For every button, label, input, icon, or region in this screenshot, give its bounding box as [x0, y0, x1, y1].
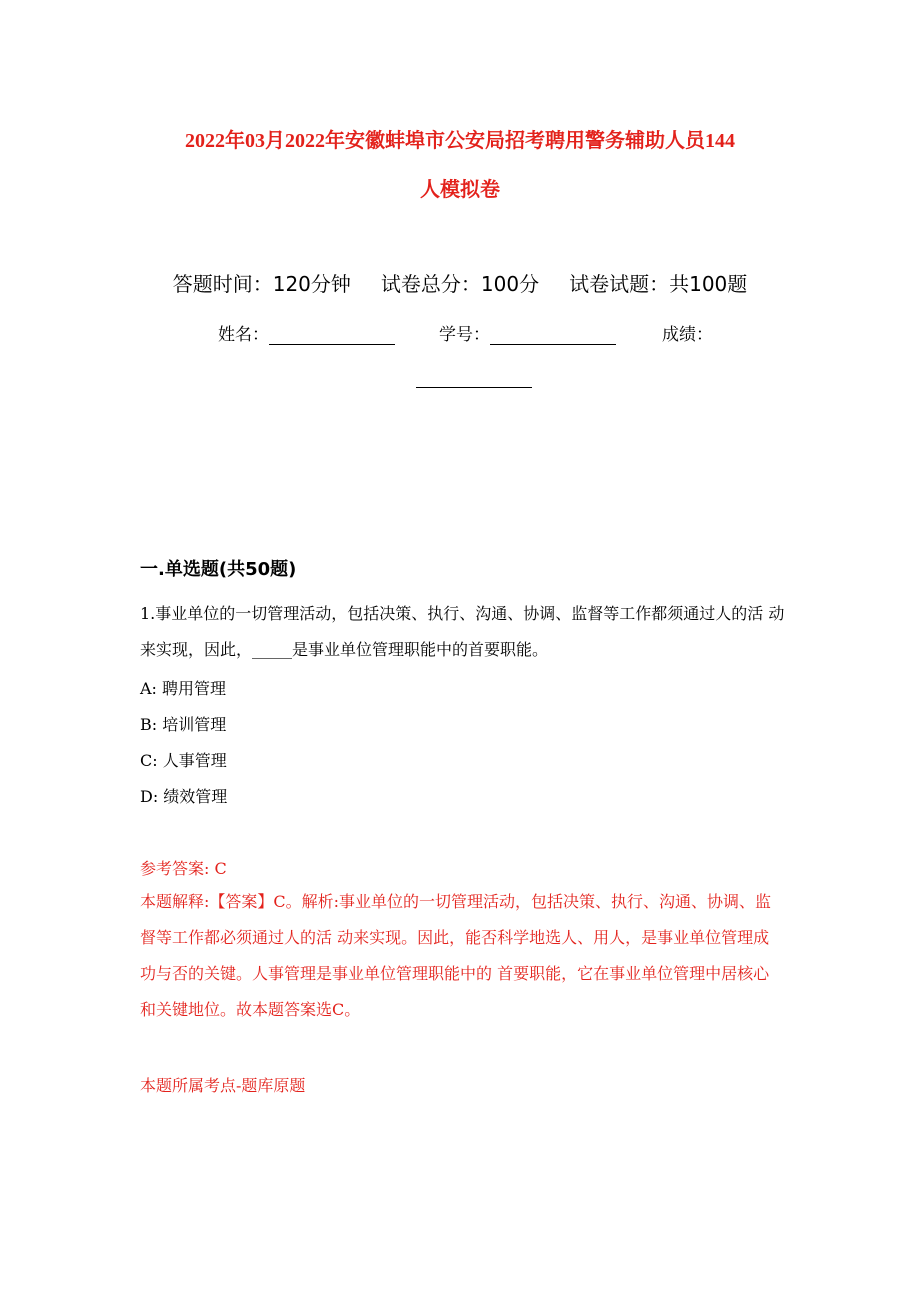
question-stem: 1.事业单位的一切管理活动，包括决策、执行、沟通、协调、监督等工作都须通过人的活 动来实现，因此，_____是事业单位管理职能中的首要职能。	[140, 604, 785, 659]
exam-meta	[0, 268, 920, 297]
exam-title-line-2: 人模拟卷	[420, 179, 500, 201]
option-a: A: 聘用管理	[140, 679, 227, 698]
option-d: D: 绩效管理	[140, 787, 228, 806]
student-id-label: 学号：	[439, 325, 490, 345]
name-label: 姓名：	[218, 325, 269, 345]
knowledge-point: 本题所属考点-题库原题	[140, 1076, 306, 1095]
exam-question-count: 试卷试题：共100题	[569, 272, 748, 296]
student-id-blank	[490, 324, 616, 345]
exam-time: 答题时间：120分钟	[172, 272, 351, 296]
student-info-fields	[218, 320, 713, 345]
exam-title-line-1: 2022年03月2022年安徽蚌埠市公安局招考聘用警务辅助人员144	[185, 130, 735, 152]
score-blank	[416, 367, 532, 388]
option-b: B: 培训管理	[140, 715, 227, 734]
exam-total-score: 试卷总分：100分	[380, 272, 540, 296]
name-blank	[269, 324, 395, 345]
score-label: 成绩：	[662, 325, 713, 345]
reference-answer: 参考答案: C	[140, 859, 227, 878]
answer-explanation: 本题解释:【答案】C。解析:事业单位的一切管理活动，包括决策、执行、沟通、协调、监督等工作都必须通过人的活 动来实现。因此，能否科学地选人、用人，是事业单位管理成功与否的关键。人事管理是事业单位管理职能中的 首要职能，它在事业单位管理中居核心和关键地位。故本题答案选C。	[140, 892, 772, 1019]
option-c: C: 人事管理	[140, 751, 227, 770]
section-heading: 一.单选题(共50题)	[140, 559, 297, 580]
